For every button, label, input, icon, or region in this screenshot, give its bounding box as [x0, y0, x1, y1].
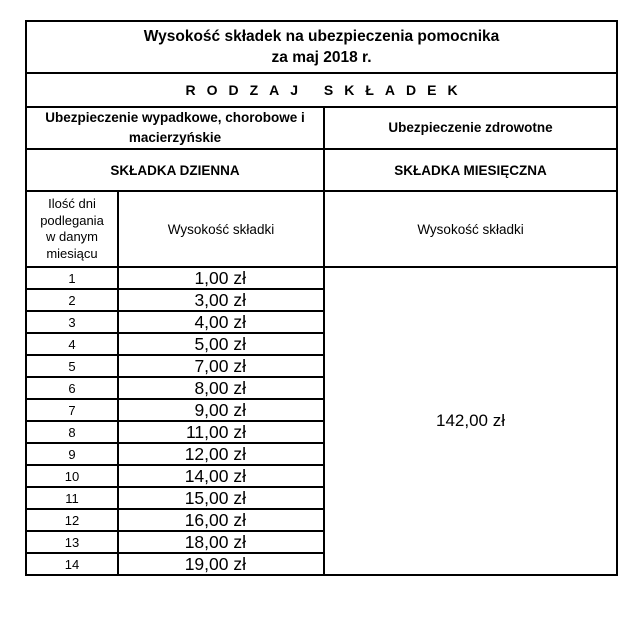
days-cell: 1 — [26, 267, 118, 289]
amount-cell: 18,00 zł — [118, 531, 324, 553]
days-cell: 7 — [26, 399, 118, 421]
accident-sickness-maternity-header — [26, 107, 324, 149]
amount-cell: 4,00 zł — [118, 311, 324, 333]
days-cell: 4 — [26, 333, 118, 355]
title-line-2: za maj 2018 r. — [271, 49, 372, 66]
amount-cell: 11,00 zł — [118, 421, 324, 443]
days-header-line: podlegania — [40, 212, 104, 228]
column-header-row — [26, 191, 617, 267]
days-cell: 12 — [26, 509, 118, 531]
insurance-type-row — [26, 107, 617, 149]
amount-cell: 16,00 zł — [118, 509, 324, 531]
daily-contribution-header: SKŁADKA DZIENNA — [26, 149, 324, 191]
days-header-line: miesiącu — [46, 245, 98, 261]
days-cell: 13 — [26, 531, 118, 553]
monthly-amount-column-header: Wysokość składki — [324, 191, 617, 267]
days-cell: 10 — [26, 465, 118, 487]
amount-cell: 8,00 zł — [118, 377, 324, 399]
days-cell: 9 — [26, 443, 118, 465]
col-left-header-line-2: macierzyńskie — [128, 130, 222, 145]
section-header: RODZAJ SKŁADEK — [26, 73, 617, 107]
col-left-header-line-1: Ubezpieczenie wypadkowe, chorobowe i — [45, 110, 305, 125]
health-insurance-header: Ubezpieczenie zdrowotne — [324, 107, 617, 149]
days-cell: 3 — [26, 311, 118, 333]
amount-cell: 9,00 zł — [118, 399, 324, 421]
amount-column-header: Wysokość składki — [118, 191, 324, 267]
title-line-1: Wysokość składek na ubezpieczenia pomocnika — [143, 28, 500, 45]
contribution-table — [25, 20, 618, 576]
days-cell: 2 — [26, 289, 118, 311]
amount-cell: 3,00 zł — [118, 289, 324, 311]
amount-cell: 1,00 zł — [118, 267, 324, 289]
monthly-value-cell: 142,00 zł — [324, 267, 617, 575]
days-header-line: w danym — [45, 229, 99, 244]
days-header-line: Ilość dni — [48, 196, 96, 211]
days-cell: 11 — [26, 487, 118, 509]
days-cell: 5 — [26, 355, 118, 377]
days-column-header — [26, 191, 118, 267]
amount-cell: 7,00 zł — [118, 355, 324, 377]
amount-cell: 5,00 zł — [118, 333, 324, 355]
days-cell: 14 — [26, 553, 118, 575]
amount-cell: 12,00 zł — [118, 443, 324, 465]
table-title — [26, 21, 617, 73]
monthly-contribution-header: SKŁADKA MIESIĘCZNA — [324, 149, 617, 191]
title-row — [26, 21, 617, 73]
section-header-row — [26, 73, 617, 107]
table-row — [26, 267, 617, 289]
amount-cell: 14,00 zł — [118, 465, 324, 487]
days-cell: 6 — [26, 377, 118, 399]
amount-cell: 19,00 zł — [118, 553, 324, 575]
amount-cell: 15,00 zł — [118, 487, 324, 509]
days-cell: 8 — [26, 421, 118, 443]
contribution-type-row — [26, 149, 617, 191]
